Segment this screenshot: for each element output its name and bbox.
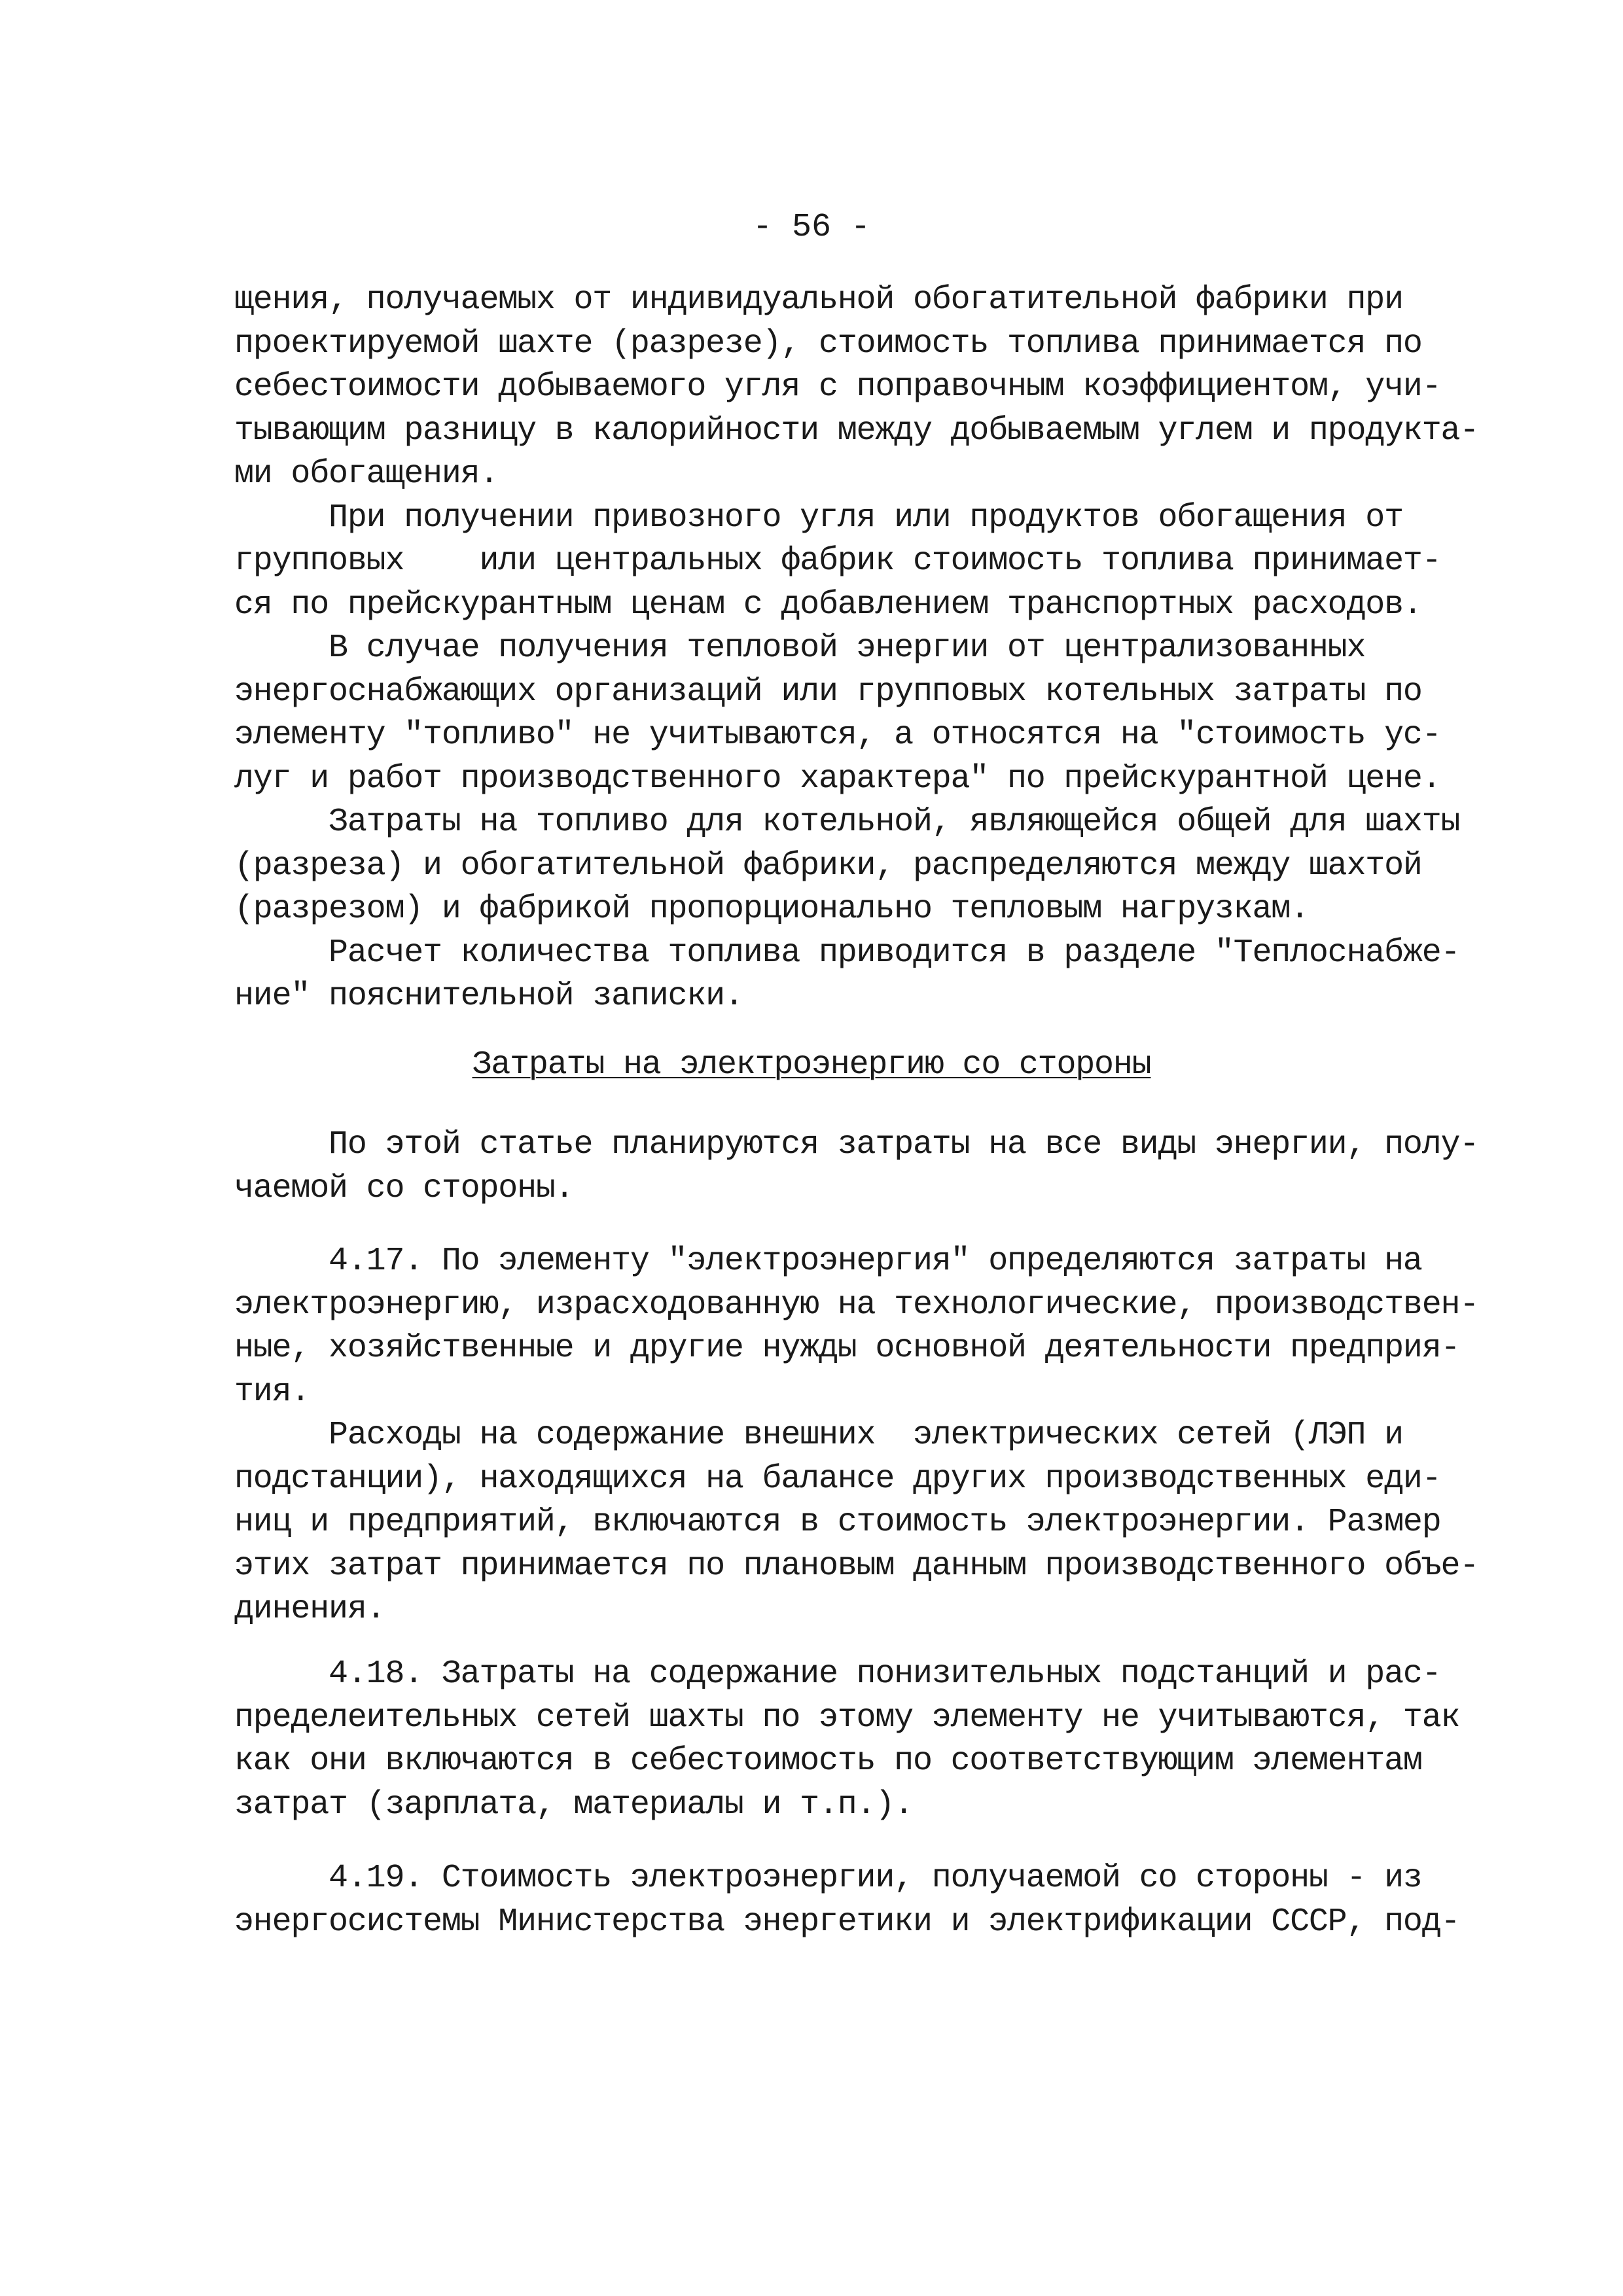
text-line: элементу "топливо" не учитываются, а относятся на "стоимость ус- <box>234 716 1441 754</box>
text-line: щения, получаемых от индивидуальной обогатительной фабрики при <box>234 281 1403 319</box>
text-line: ные, хозяйственные и другие нужды основной деятельности предприя- <box>234 1330 1460 1367</box>
text-line: проектируемой шахте (разрезе), стоимость топлива принимается по <box>234 325 1422 362</box>
text-line: 4.17. По элементу "электроэнергия" определяются затраты на <box>234 1243 1422 1280</box>
paragraph-4-19 <box>234 1857 1460 1944</box>
text-line: подстанции), находящихся на балансе других производственных еди- <box>234 1460 1441 1498</box>
text-line: тия. <box>234 1373 310 1411</box>
text-line: пределеительных сетей шахты по этому элементу не учитываются, так <box>234 1699 1460 1737</box>
text-line: затрат (зарплата, материалы и т.п.). <box>234 1786 913 1824</box>
section-heading-text: Затраты на электроэнергию со стороны <box>472 1046 1151 1084</box>
text-line: ми обогащения. <box>234 455 499 493</box>
text-line: (разреза) и обогатительной фабрики, распределяются между шахтой <box>234 847 1422 885</box>
text-line: Расходы на содержание внешних электрических сетей (ЛЭП и <box>234 1417 1403 1454</box>
text-line: По этой статье планируются затраты на все виды энергии, полу- <box>234 1126 1479 1163</box>
text-line: ние" пояснительной записки. <box>234 978 743 1015</box>
text-line: этих затрат принимается по плановым данным производственного объе- <box>234 1547 1479 1585</box>
fuel-cost-text <box>234 279 1479 1019</box>
text-line: тывающим разницу в калорийности между добываемым углем и продукта- <box>234 412 1479 450</box>
text-line: При получении привозного угля или продуктов обогащения от <box>234 499 1403 537</box>
text-line: В случае получения тепловой энергии от централизованных <box>234 629 1366 667</box>
text-line: себестоимости добываемого угля с поправочным коэффициентом, учи- <box>234 368 1441 406</box>
text-line: луг и работ производственного характера" по прейскурантной цене. <box>234 760 1441 798</box>
text-line: электроэнергию, израсходованную на технологические, производствен- <box>234 1286 1479 1324</box>
paragraph-4-18 <box>234 1653 1460 1827</box>
text-line: энергосистемы Министерства энергетики и электрификации СССР, под- <box>234 1903 1460 1941</box>
text-line: (разрезом) и фабрикой пропорционально тепловым нагрузкам. <box>234 891 1309 928</box>
text-line: 4.18. Затраты на содержание понизительных подстанций и рас- <box>234 1655 1441 1693</box>
text-line: групповых или центральных фабрик стоимость топлива принимает- <box>234 542 1441 580</box>
text-line: 4.19. Стоимость электроэнергии, получаемой со стороны - из <box>234 1860 1422 1897</box>
page-number: - 56 - <box>752 209 871 246</box>
text-line: как они включаются в себестоимость по соответствующим элементам <box>234 1742 1422 1780</box>
section-intro-text <box>234 1123 1479 1210</box>
text-line: ся по прейскурантным ценам с добавлением транспортных расходов. <box>234 586 1422 624</box>
text-line: энергоснабжающих организаций или групповых котельных затраты по <box>234 673 1422 711</box>
text-line: Затраты на топливо для котельной, являющейся общей для шахты <box>234 804 1460 841</box>
paragraph-4-17 <box>234 1240 1479 1632</box>
section-heading <box>0 1044 1623 1087</box>
text-line: динения. <box>234 1591 385 1628</box>
text-line: Расчет количества топлива приводится в разделе "Теплоснабже- <box>234 934 1460 972</box>
text-line: ниц и предприятий, включаются в стоимость электроэнергии. Размер <box>234 1504 1441 1541</box>
text-line: чаемой со стороны. <box>234 1169 574 1207</box>
